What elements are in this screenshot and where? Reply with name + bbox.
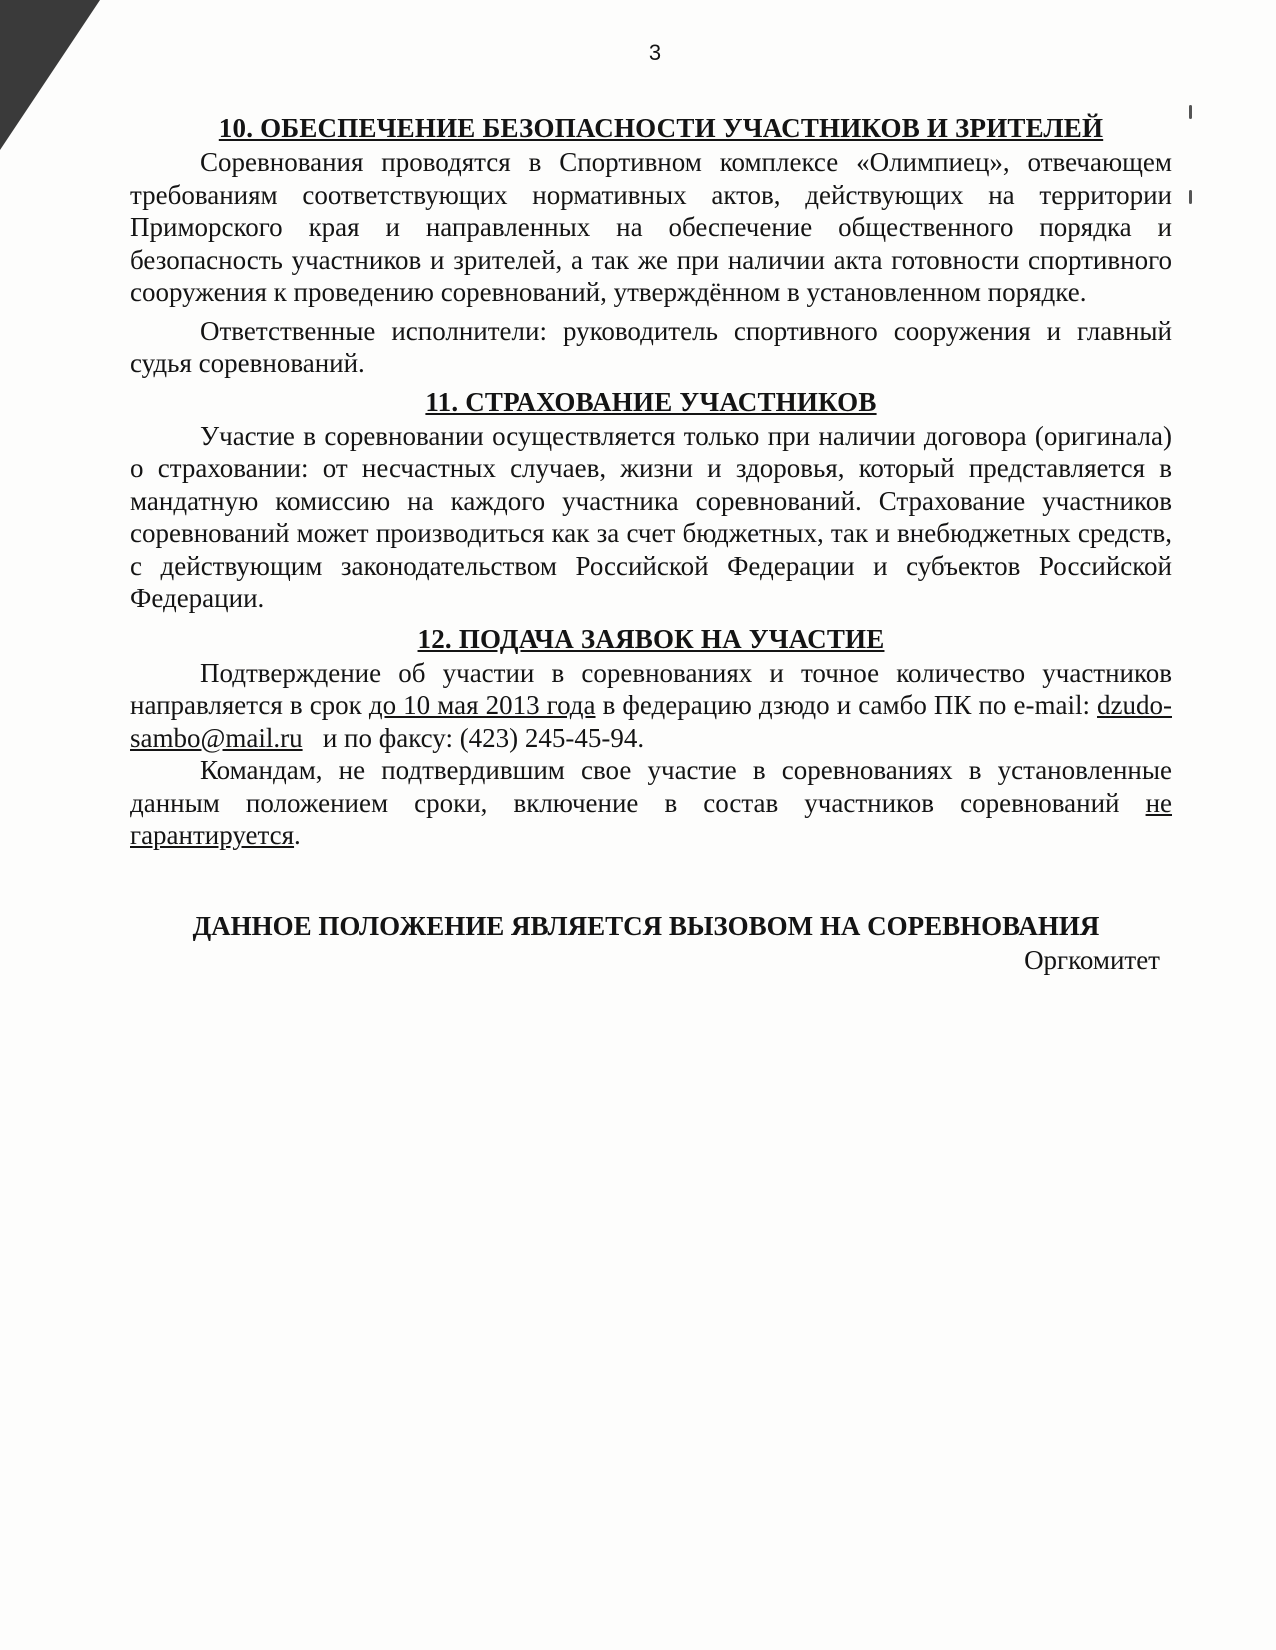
section-10-paragraph-1: Соревнования проводятся в Спортивном комплексе «Олимпиец», отвечающем требованиям соответствующих нормативных актов, действующих на территории Приморского края и направленных на обеспечение общественного порядка и безопасность участников и зрителей, а так же при наличии акта готовности спортивного сооружения к проведению соревнований, утверждённом в установленном порядке. — [130, 147, 1172, 307]
scan-corner-shadow — [0, 0, 100, 150]
text-run: и по факсу: (423) 245-45-94. — [302, 722, 645, 753]
section-11-heading: 11. СТРАХОВАНИЕ УЧАСТНИКОВ — [425, 386, 877, 417]
section-11-paragraph-1: Участие в соревновании осуществляется только при наличии договора (оригинала) о страховании: от несчастных случаев, жизни и здоровья, который представляется в мандатную комиссию на каждого участника соревнований. Страхование участников соревнований может производиться как за счет бюджетных, так и внебюджетных средств, с действующим законодательством Российской Федерации и субъектов Российской Федерации. — [130, 420, 1172, 613]
section-10-heading: 10. ОБЕСПЕЧЕНИЕ БЕЗОПАСНОСТИ УЧАСТНИКОВ И ЗРИТЕЛЕЙ — [218, 113, 1104, 143]
section-10-paragraph-2: Ответственные исполнители: руководитель спортивного сооружения и главный судья соревнований. — [130, 315, 1172, 378]
deadline-date: до 10 мая 2013 года — [368, 690, 596, 720]
section-12-heading: 12. ПОДАЧА ЗАЯВОК НА УЧАСТИЕ — [417, 623, 885, 654]
signature-organizing-committee: Оргкомитет — [1024, 944, 1160, 975]
page-number: 3 — [648, 40, 662, 65]
section-12-paragraph-2 — [130, 754, 1172, 852]
section-12-paragraph-1 — [130, 657, 1172, 755]
final-call-heading: ДАННОЕ ПОЛОЖЕНИЕ ЯВЛЯЕТСЯ ВЫЗОВОМ НА СОРЕВНОВАНИЯ — [192, 910, 1100, 941]
text-run: . — [294, 820, 301, 850]
text-run: в федерацию дзюдо и самбо ПК по e-mail: — [595, 690, 1098, 720]
text-run: Подтверждение об участии в соревнованиях и точное количество участников направляется в срок — [130, 657, 1172, 720]
scan-mark — [1189, 190, 1192, 204]
email-link[interactable]: dzudo-sambo@mail.ru — [130, 690, 1172, 753]
scan-mark — [1189, 105, 1192, 119]
not-guaranteed-text: не гарантируется — [130, 787, 1172, 850]
document-body — [130, 110, 1172, 976]
text-run: Командам, не подтвердившим свое участие в соревнованиях в установленные данным положением сроки, включение в состав участников соревнований — [130, 755, 1172, 818]
